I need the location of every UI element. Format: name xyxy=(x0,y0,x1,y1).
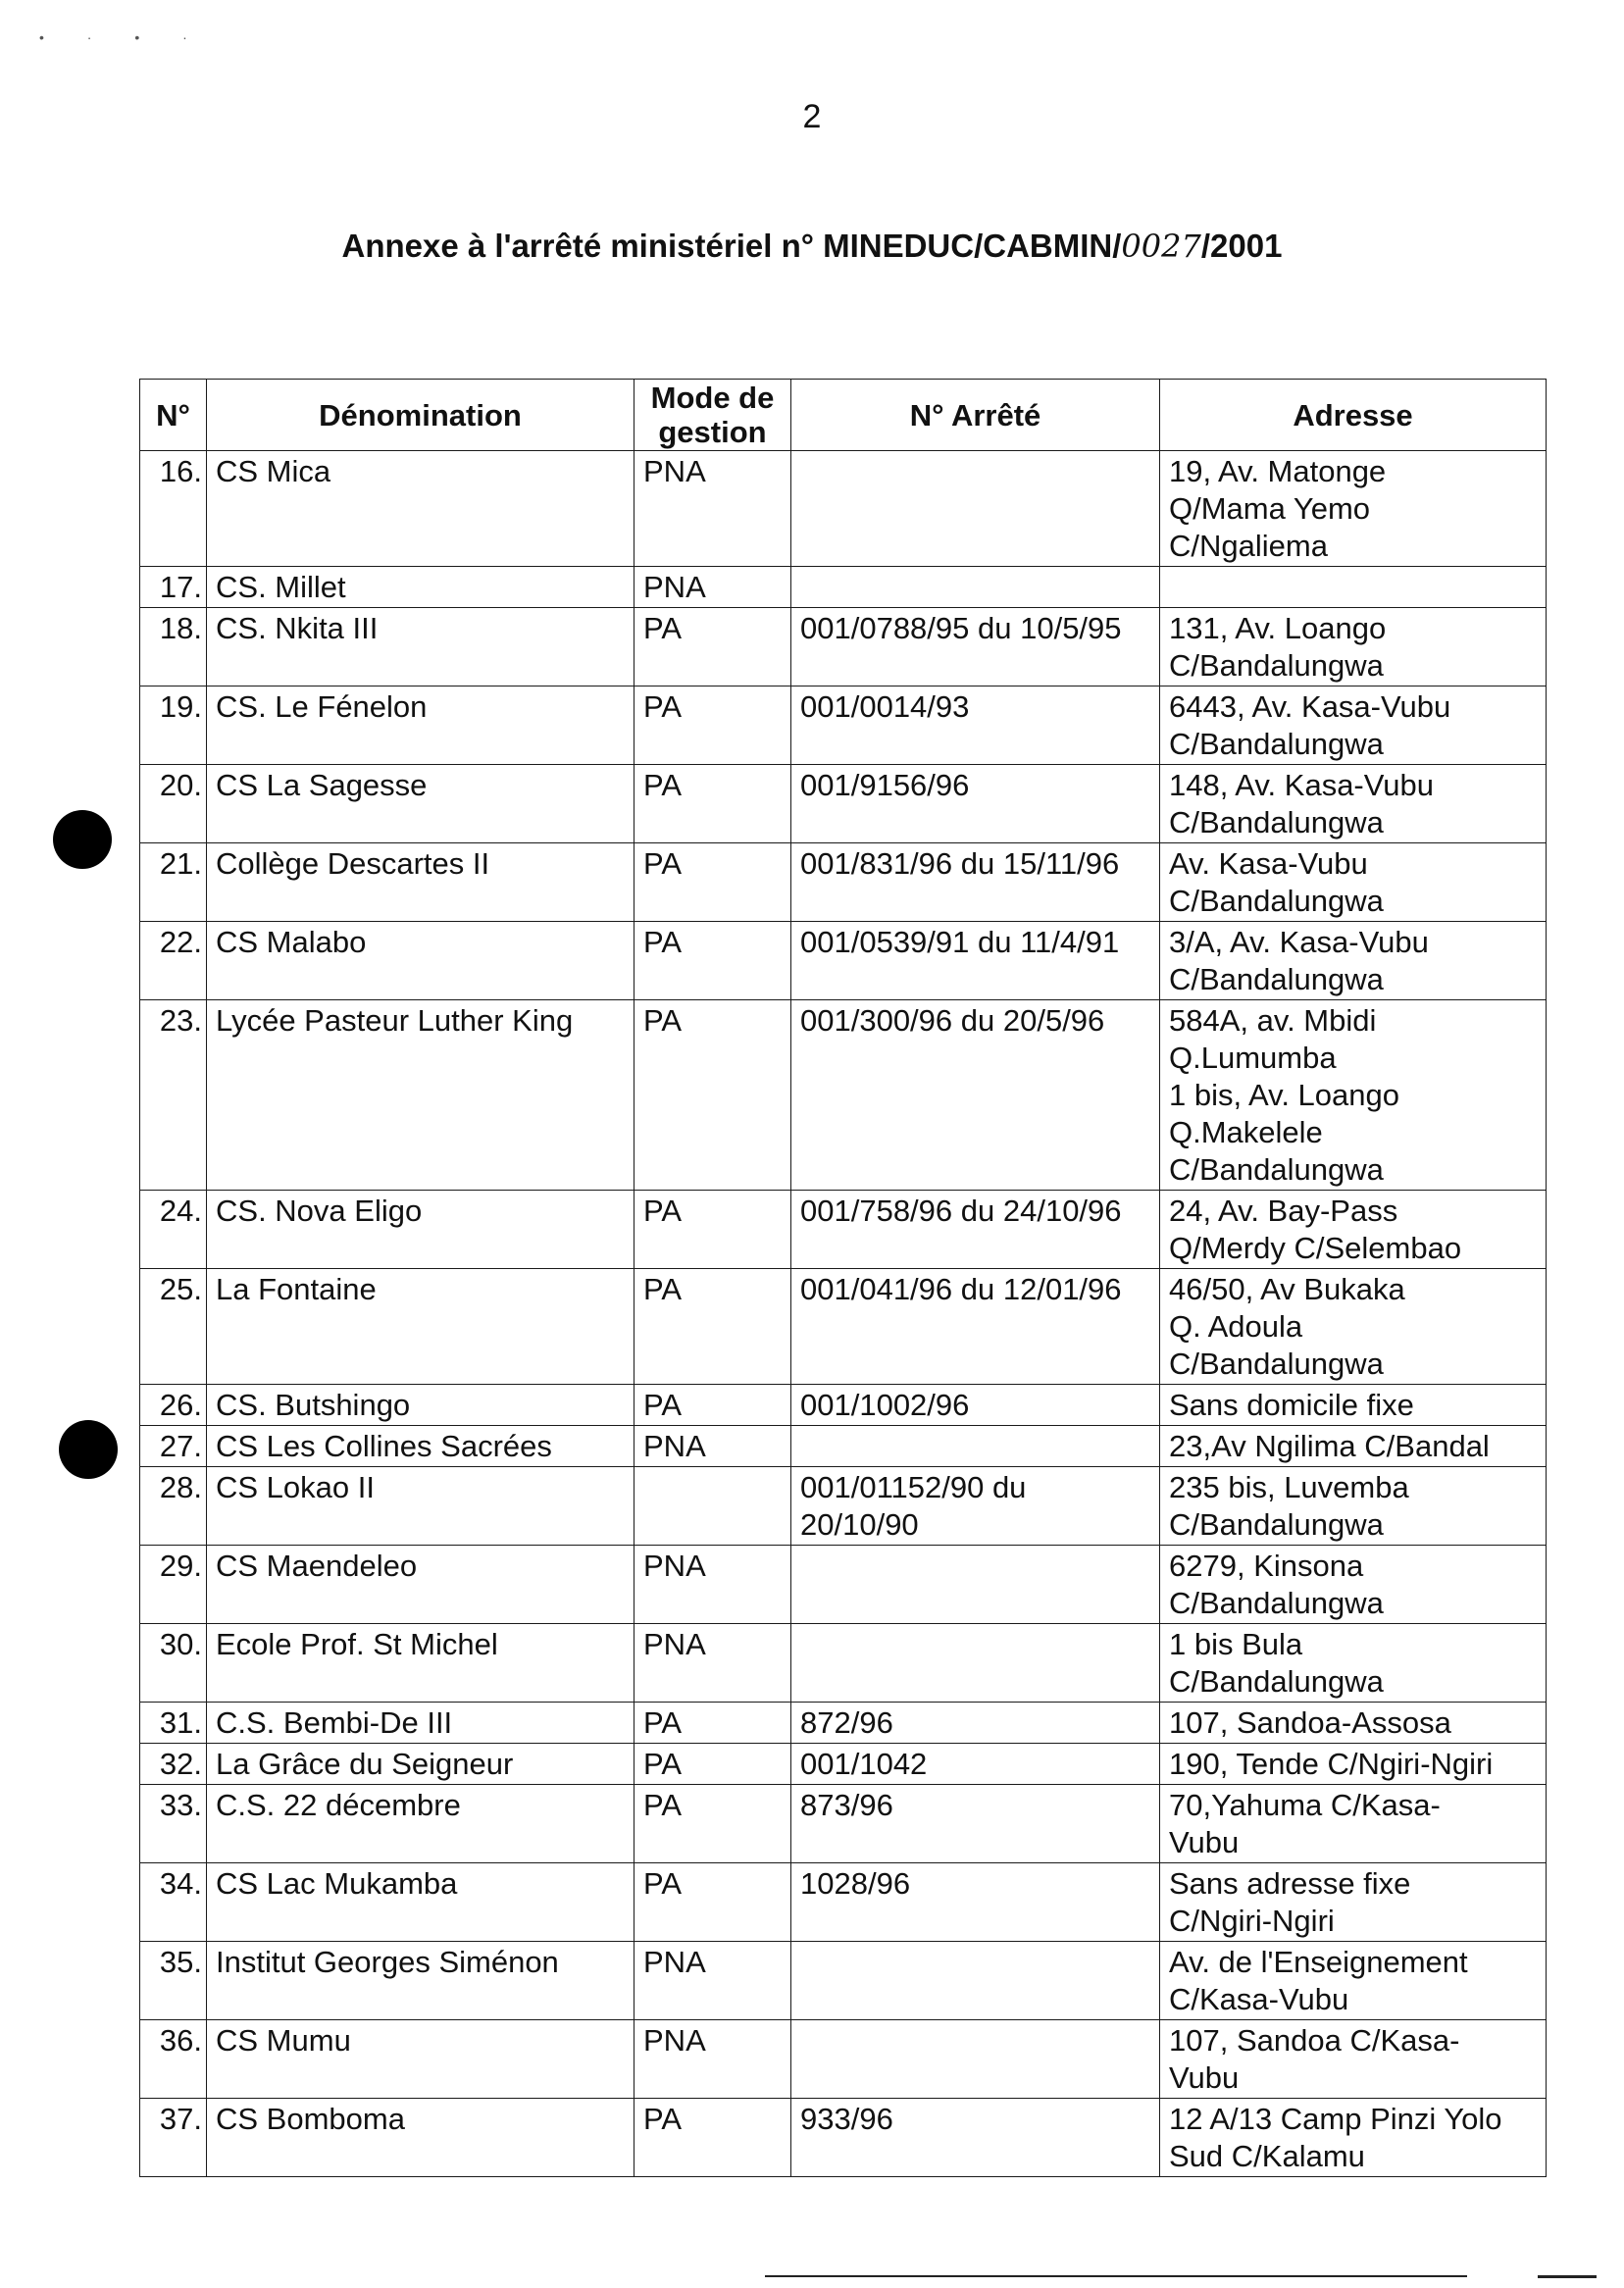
punch-hole xyxy=(53,810,112,869)
row-address xyxy=(1160,1863,1547,1942)
row-mode: PA xyxy=(634,1744,791,1785)
page-title xyxy=(0,228,1624,265)
row-arrete: 001/1042 xyxy=(791,1744,1160,1785)
row-num: 22. xyxy=(140,922,207,1000)
address-line: 1 bis, Av. Loango xyxy=(1169,1078,1399,1112)
row-arrete xyxy=(791,1546,1160,1624)
table-body xyxy=(140,451,1547,2177)
header-name: Dénomination xyxy=(207,380,634,451)
row-name: CS Malabo xyxy=(207,922,634,1000)
row-name: CS Les Collines Sacrées xyxy=(207,1426,634,1467)
address-line: Q.Makelele xyxy=(1169,1115,1323,1149)
row-name: CS Bomboma xyxy=(207,2099,634,2177)
address-line: Q.Lumumba xyxy=(1169,1041,1337,1075)
row-arrete xyxy=(791,1426,1160,1467)
page-number: 2 xyxy=(802,98,822,135)
row-address xyxy=(1160,1191,1547,1269)
row-num: 31. xyxy=(140,1703,207,1744)
row-arrete: 873/96 xyxy=(791,1785,1160,1863)
scan-specks: • · • · xyxy=(39,29,207,45)
table-row xyxy=(140,567,1547,608)
address-line: Vubu xyxy=(1169,1825,1240,1859)
row-mode: PNA xyxy=(634,1942,791,2020)
row-name: C.S. 22 décembre xyxy=(207,1785,634,1863)
row-address xyxy=(1160,1385,1547,1426)
row-num: 23. xyxy=(140,1000,207,1191)
row-num: 29. xyxy=(140,1546,207,1624)
row-address xyxy=(1160,1546,1547,1624)
address-line: 19, Av. Matonge xyxy=(1169,454,1387,488)
row-arrete xyxy=(791,2020,1160,2099)
address-line: Sans adresse fixe xyxy=(1169,1866,1411,1901)
row-address xyxy=(1160,922,1547,1000)
row-arrete: 933/96 xyxy=(791,2099,1160,2177)
row-mode: PNA xyxy=(634,1624,791,1703)
row-arrete: 001/1002/96 xyxy=(791,1385,1160,1426)
row-num: 26. xyxy=(140,1385,207,1426)
row-arrete: 001/0788/95 du 10/5/95 xyxy=(791,608,1160,686)
address-line: C/Bandalungwa xyxy=(1169,1347,1384,1381)
table-row xyxy=(140,1942,1547,2020)
table-header-row xyxy=(140,380,1547,451)
row-num: 36. xyxy=(140,2020,207,2099)
table-row xyxy=(140,2099,1547,2177)
address-line: Av. de l'Enseignement xyxy=(1169,1945,1468,1979)
table-row xyxy=(140,608,1547,686)
table-row xyxy=(140,1546,1547,1624)
table-row xyxy=(140,1467,1547,1546)
address-line: 1 bis Bula xyxy=(1169,1627,1303,1661)
row-address xyxy=(1160,1624,1547,1703)
table-row xyxy=(140,1863,1547,1942)
address-line: C/Bandalungwa xyxy=(1169,1507,1384,1542)
row-name: CS. Butshingo xyxy=(207,1385,634,1426)
row-arrete xyxy=(791,567,1160,608)
row-mode: PA xyxy=(634,922,791,1000)
table-row xyxy=(140,843,1547,922)
table-row xyxy=(140,1744,1547,1785)
row-mode xyxy=(634,1467,791,1546)
table-row xyxy=(140,1624,1547,1703)
row-num: 24. xyxy=(140,1191,207,1269)
address-line: 12 A/13 Camp Pinzi Yolo xyxy=(1169,2102,1502,2136)
table-row xyxy=(140,1703,1547,1744)
row-name: CS Maendeleo xyxy=(207,1546,634,1624)
row-mode: PA xyxy=(634,1191,791,1269)
row-num: 28. xyxy=(140,1467,207,1546)
row-name: Collège Descartes II xyxy=(207,843,634,922)
row-mode: PA xyxy=(634,1385,791,1426)
row-num: 33. xyxy=(140,1785,207,1863)
address-line: Q/Merdy C/Selembao xyxy=(1169,1231,1462,1265)
row-address xyxy=(1160,686,1547,765)
address-line: 148, Av. Kasa-Vubu xyxy=(1169,768,1435,802)
row-name: C.S. Bembi-De III xyxy=(207,1703,634,1744)
row-mode: PA xyxy=(634,1703,791,1744)
row-mode: PA xyxy=(634,1863,791,1942)
row-mode: PNA xyxy=(634,1426,791,1467)
row-address xyxy=(1160,451,1547,567)
address-line: Sans domicile fixe xyxy=(1169,1388,1414,1422)
table-row xyxy=(140,1000,1547,1191)
row-arrete xyxy=(791,1942,1160,2020)
row-address xyxy=(1160,1000,1547,1191)
row-address xyxy=(1160,2020,1547,2099)
address-line: Q/Mama Yemo xyxy=(1169,491,1371,526)
address-line: 235 bis, Luvemba xyxy=(1169,1470,1409,1504)
row-mode: PA xyxy=(634,2099,791,2177)
row-address xyxy=(1160,1744,1547,1785)
title-suffix: /2001 xyxy=(1200,228,1283,264)
address-line: C/Bandalungwa xyxy=(1169,1586,1384,1620)
row-name: Lycée Pasteur Luther King xyxy=(207,1000,634,1191)
table-row xyxy=(140,1385,1547,1426)
address-line: 23,Av Ngilima C/Bandal xyxy=(1169,1429,1490,1463)
row-address xyxy=(1160,1426,1547,1467)
table-row xyxy=(140,686,1547,765)
table-row xyxy=(140,1269,1547,1385)
row-address xyxy=(1160,1269,1547,1385)
row-address xyxy=(1160,2099,1547,2177)
row-address xyxy=(1160,843,1547,922)
address-line: 190, Tende C/Ngiri-Ngiri xyxy=(1169,1747,1494,1781)
table-row xyxy=(140,922,1547,1000)
address-line: Vubu xyxy=(1169,2060,1240,2095)
row-num: 34. xyxy=(140,1863,207,1942)
row-name: CS. Nova Eligo xyxy=(207,1191,634,1269)
address-line: 70,Yahuma C/Kasa- xyxy=(1169,1788,1441,1822)
row-address xyxy=(1160,1703,1547,1744)
address-line: C/Bandalungwa xyxy=(1169,805,1384,839)
address-line: C/Ngaliema xyxy=(1169,529,1328,563)
row-num: 17. xyxy=(140,567,207,608)
row-name: CS. Le Fénelon xyxy=(207,686,634,765)
row-name: CS. Nkita III xyxy=(207,608,634,686)
row-mode: PA xyxy=(634,686,791,765)
row-num: 16. xyxy=(140,451,207,567)
row-mode: PNA xyxy=(634,1546,791,1624)
table-row xyxy=(140,451,1547,567)
address-line: 107, Sandoa C/Kasa- xyxy=(1169,2023,1460,2058)
address-line: Sud C/Kalamu xyxy=(1169,2139,1365,2173)
row-arrete: 872/96 xyxy=(791,1703,1160,1744)
footer-rule xyxy=(1538,2275,1597,2278)
table-row xyxy=(140,1191,1547,1269)
address-line: C/Bandalungwa xyxy=(1169,727,1384,761)
row-arrete: 001/041/96 du 12/01/96 xyxy=(791,1269,1160,1385)
row-arrete: 001/831/96 du 15/11/96 xyxy=(791,843,1160,922)
address-line: C/Bandalungwa xyxy=(1169,1152,1384,1187)
address-line: 6443, Av. Kasa-Vubu xyxy=(1169,689,1451,724)
footer-rule xyxy=(765,2275,1467,2277)
row-mode: PA xyxy=(634,608,791,686)
address-line: C/Kasa-Vubu xyxy=(1169,1982,1349,2016)
row-arrete: 001/9156/96 xyxy=(791,765,1160,843)
table-row xyxy=(140,2020,1547,2099)
row-name: Ecole Prof. St Michel xyxy=(207,1624,634,1703)
address-line: 131, Av. Loango xyxy=(1169,611,1387,645)
address-line: C/Ngiri-Ngiri xyxy=(1169,1904,1335,1938)
header-arrete: N° Arrêté xyxy=(791,380,1160,451)
row-num: 27. xyxy=(140,1426,207,1467)
address-line: C/Bandalungwa xyxy=(1169,884,1384,918)
row-num: 32. xyxy=(140,1744,207,1785)
row-address xyxy=(1160,765,1547,843)
handwritten-number: 0027 xyxy=(1121,228,1201,265)
address-line: Av. Kasa-Vubu xyxy=(1169,846,1368,881)
row-name: CS La Sagesse xyxy=(207,765,634,843)
row-num: 20. xyxy=(140,765,207,843)
row-mode: PA xyxy=(634,765,791,843)
table-row xyxy=(140,1426,1547,1467)
address-line xyxy=(1169,569,1538,606)
row-num: 18. xyxy=(140,608,207,686)
title-prefix: Annexe à l'arrêté ministériel n° MINEDUC/CABMIN/ xyxy=(341,228,1122,264)
header-num: N° xyxy=(140,380,207,451)
annex-table xyxy=(139,379,1547,2177)
row-arrete: 001/0539/91 du 11/4/91 xyxy=(791,922,1160,1000)
row-name: CS Mumu xyxy=(207,2020,634,2099)
row-num: 37. xyxy=(140,2099,207,2177)
address-line: C/Bandalungwa xyxy=(1169,1664,1384,1699)
address-line: 6279, Kinsona xyxy=(1169,1549,1364,1583)
row-address xyxy=(1160,1467,1547,1546)
row-mode: PNA xyxy=(634,451,791,567)
row-arrete xyxy=(791,451,1160,567)
address-line: Q. Adoula xyxy=(1169,1309,1303,1344)
row-num: 21. xyxy=(140,843,207,922)
row-name: La Grâce du Seigneur xyxy=(207,1744,634,1785)
row-num: 30. xyxy=(140,1624,207,1703)
row-arrete xyxy=(791,1624,1160,1703)
row-name: Institut Georges Siménon xyxy=(207,1942,634,2020)
row-name: CS Lac Mukamba xyxy=(207,1863,634,1942)
address-line: 107, Sandoa-Assosa xyxy=(1169,1705,1451,1740)
row-mode: PA xyxy=(634,1785,791,1863)
row-mode: PA xyxy=(634,1269,791,1385)
row-arrete: 001/758/96 du 24/10/96 xyxy=(791,1191,1160,1269)
row-num: 25. xyxy=(140,1269,207,1385)
address-line: 24, Av. Bay-Pass xyxy=(1169,1194,1398,1228)
address-line: 584A, av. Mbidi xyxy=(1169,1003,1377,1038)
row-address xyxy=(1160,1785,1547,1863)
header-mode: Mode de gestion xyxy=(634,380,791,451)
header-address: Adresse xyxy=(1160,380,1547,451)
row-address xyxy=(1160,608,1547,686)
address-line: C/Bandalungwa xyxy=(1169,962,1384,996)
row-name: La Fontaine xyxy=(207,1269,634,1385)
address-line: C/Bandalungwa xyxy=(1169,648,1384,683)
row-num: 19. xyxy=(140,686,207,765)
address-line: 46/50, Av Bukaka xyxy=(1169,1272,1405,1306)
row-mode: PA xyxy=(634,1000,791,1191)
row-arrete: 001/300/96 du 20/5/96 xyxy=(791,1000,1160,1191)
table-row xyxy=(140,1785,1547,1863)
row-arrete: 1028/96 xyxy=(791,1863,1160,1942)
row-address xyxy=(1160,1942,1547,2020)
row-mode: PNA xyxy=(634,567,791,608)
row-address xyxy=(1160,567,1547,608)
row-arrete: 001/0014/93 xyxy=(791,686,1160,765)
row-mode: PNA xyxy=(634,2020,791,2099)
row-mode: PA xyxy=(634,843,791,922)
row-name: CS. Millet xyxy=(207,567,634,608)
row-arrete: 001/01152/90 du 20/10/90 xyxy=(791,1467,1160,1546)
row-name: CS Mica xyxy=(207,451,634,567)
address-line: 3/A, Av. Kasa-Vubu xyxy=(1169,925,1429,959)
punch-hole xyxy=(59,1420,118,1479)
table-row xyxy=(140,765,1547,843)
row-name: CS Lokao II xyxy=(207,1467,634,1546)
row-num: 35. xyxy=(140,1942,207,2020)
